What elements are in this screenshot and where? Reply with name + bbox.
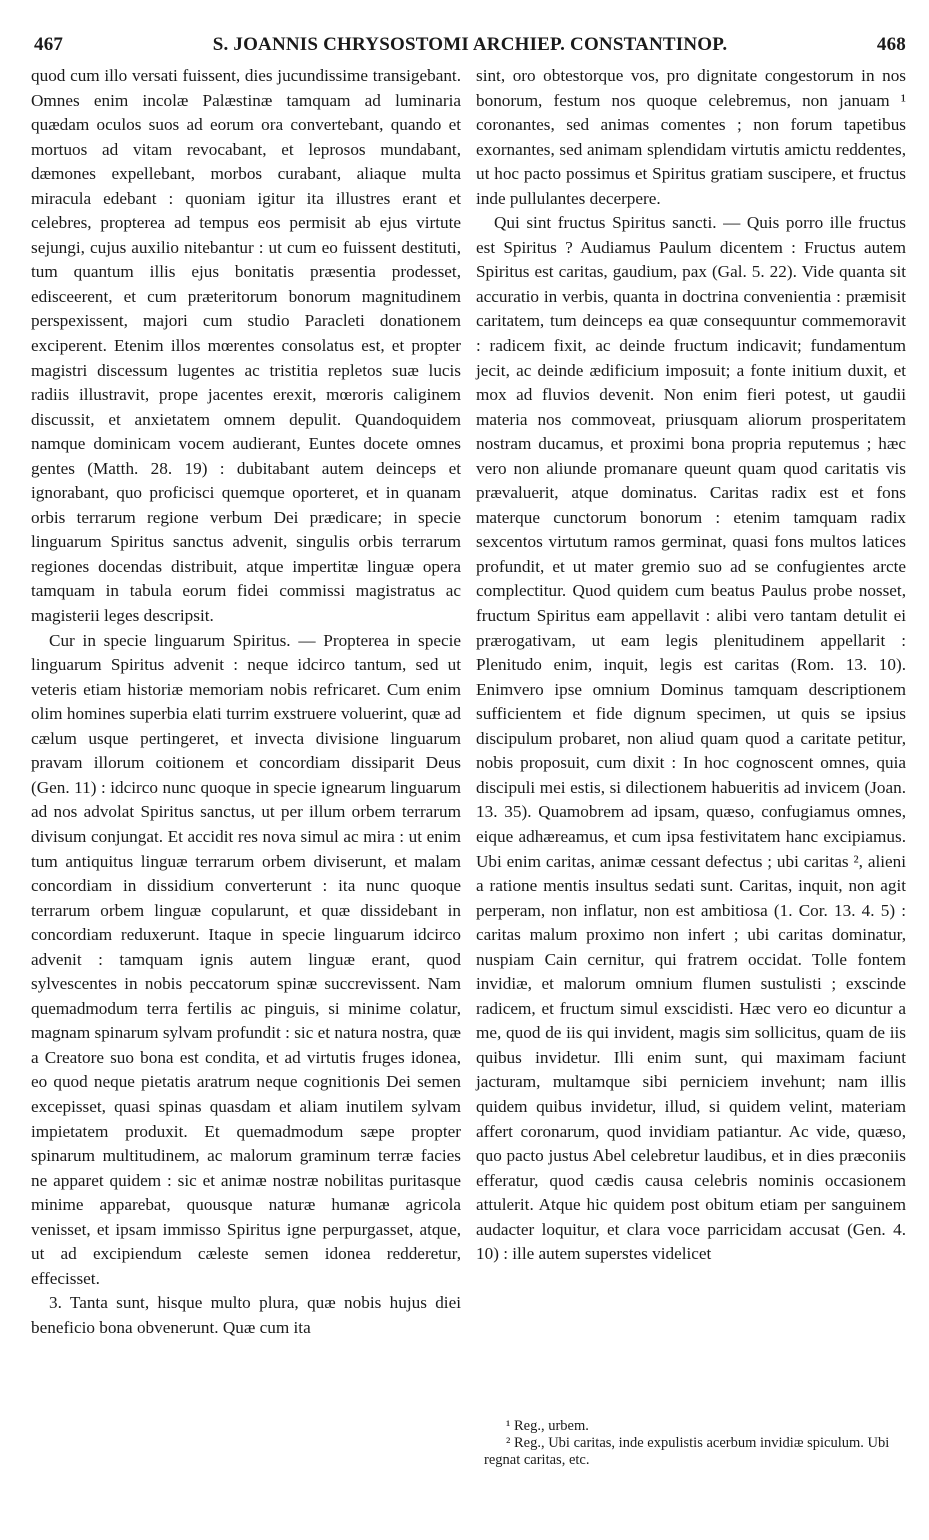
page-number-left: 467 (34, 34, 64, 55)
footnote-1: ¹ Reg., urbem. (506, 1418, 589, 1434)
right-column (476, 64, 906, 1267)
left-paragraph-3: 3. Tanta sunt, hisque multo plura, quæ nobis hujus diei beneficio bona obvenerunt. Quæ cum ita (31, 1293, 461, 1337)
page-number-right: 468 (876, 34, 906, 55)
left-paragraph-1: quod cum illo versati fuissent, dies jucundissime transigebant. Omnes enim incolæ Palæstinæ tamquam ad luminaria quædam oculos suos ad eorum ora convertebant, quando et mortuos ad vitam revocabant, et leprosos mundabant, dæmones expellebant, morbos curabant, aliaque multa miracula edebant : quoniam igitur ita illustres erant et celebres, propterea ad tempus eos permisit ab ejus virtute sejungi, cujus auxilio nitebantur : ut cum eo fuissent destituti, tum quantum illis ejus bonitatis præsentia prodesset, edisceerent, et cum præteritorum bonorum magnitudinem perspexissent, majori cum studio Paracleti donationem exciperent. Etenim illos mœrentes consolatus est, et propter magistri discessum lugentes ac tristitia repletos suæ lucis radiis illustravit, prope jacentes erexit, mœroris caliginem discussit, et anxietatem omnem depulit. Quandoquidem namque dominicam vocem audierant, Euntes docete omnes gentes (Matth. 28. 19) : dubitabant autem deinceps et ignorabant, quo proficisci quemque oporteret, et in quanam orbis terrarum regione verbum Dei prædicare; in specie linguarum Spiritus sanctus advenit, singulis orbis terrarum regiones docendas distribuit, atque impertitæ linguæ opera tamquam in tabula eorum fidei commissi magistratus ac magisterii leges descripsit. (31, 66, 461, 626)
running-header (34, 34, 906, 58)
left-column (31, 64, 461, 1340)
right-paragraph-1: sint, oro obtestorque vos, pro dignitate congestorum in nos bonorum, festum nos quoque celebremus, non januam ¹ coronantes, sed animas comentes ; non forum tapetibus exornantes, sed animam splendidam virtutis amictu reddentes, ut hoc pacto possimus et Spiritus gratiam suscipere, et fructus inde pullulantes decerpere. (476, 66, 906, 208)
left-paragraph-2: Cur in specie linguarum Spiritus. — Propterea in specie linguarum Spiritus advenit : neque idcirco tantum, sed ut veteris etiam historiæ memoriam nobis refricaret. Cum enim olim homines superbia elati turrim exstruere voluerint, quæ ad cælum usque pertingeret, et invecta divisione linguarum pravam illorum coitionem et concordiam dissiparit Deus (Gen. 11) : idcirco nunc quoque in specie ignearum linguarum ad nos advolat Spiritus sanctus, ut per illum orbem terrarum divisum conjungat. Et accidit res nova simul ac mira : ut enim tum antiquitus linguæ terrarum orbem diviserunt, et malam concordiam in dissidium converterunt : ita nunc quoque terrarum orbem linguæ copularunt, et quæ dissidebant in concordiam reduxerunt. Itaque in specie linguarum idcirco advenit : tamquam ignis autem linguæ erant, quod sylvescentes in nobis peccatorum spinæ succrevissent. Nam quemadmodum terra fertilis ac pinguis, si minime colatur, magnam spinarum sylvam profundit : sic et natura nostra, quæ a Creatore suo bona est condita, et ad virtutis fruges idonea, eo quod neque pietatis aratrum neque cognitionis Dei semen excepisset, quasi spinas quasdam et aliam inutilem sylvam impietatem produxit. Et quemadmodum sæpe propter spinarum multitudinem, ac malorum graminum terræ facies ne apparet quidem : sic et animæ nostræ nobilitas puritasque minime apparebat, quousque naturæ humanæ agricola venisset, et ipsam immisso Spiritus igne perpurgasset, atque, ut ad excipiendum cæleste semen idonea redderetur, effecisset. (31, 630, 461, 1288)
footnote-2: ² Reg., Ubi caritas, inde expulistis acerbum invidiæ spiculum. Ubi regnat caritas, etc. (484, 1435, 890, 1468)
running-title: S. JOANNIS CHRYSOSTOMI ARCHIEP. CONSTANTINOP. (212, 34, 728, 55)
footnotes (484, 1418, 904, 1469)
right-paragraph-2: Qui sint fructus Spiritus sancti. — Quis porro ille fructus est Spiritus ? Audiamus Paulum dicentem : Fructus autem Spiritus est caritas, gaudium, pax (Gal. 5. 22). Vide quanta sit accuratio in verbis, quanta in doctrina convenientia : præmisit caritatem, tum deinceps ea quæ consequuntur commemoravit : radicem fixit, ac deinde fructum indicavit; fundamentum jecit, ac deinde ædificium imposuit; a fonte initium duxit, et mox ad fluvios devenit. Non enim fieri potest, ut gaudii materia nos commoveat, priusquam aliorum prosperitatem nostram ducamus, et proximi bona propria reputemus ; hæc vero non aliunde promanare queunt quam quod caritatis vis prævaluerit, atque dominatus. Caritas radix est et fons materque cunctorum bonorum : etenim tamquam radix sexcentos virtutum ramos germinat, quasi fons multos latices profundit, et ut mater gremio suo ad se confugientes arcte complectitur. Quod quidem cum beatus Paulus probe nosset, fructum Spiritus eam appellavit : alibi vero tantam detulit ei prærogativam, ut eam legis plenitudinem appellarit : Plenitudo enim, inquit, legis est caritas (Rom. 13. 10). Enimvero ipse omnium Dominus tamquam descriptionem sufficientem et fide dignum specimen, ut quis se ipsius discipulum probaret, non aliud quam quod a caritate petitur, nobis proposuit, cum dixit : In hoc cognoscent omnes, quia discipuli mei estis, si dilectionem habueritis ad invicem (Joan. 13. 35). Quamobrem ad ipsam, quæso, confugiamus omnes, eique adhæreamus, et cum ipsa festivitatem hanc excipiamus. Ubi enim caritas, animæ cessant defectus ; ubi caritas ², alieni a ratione mentis insultus sedati sunt. Caritas, inquit, non agit perperam, non inflatur, non est ambitiosa (1. Cor. 13. 4. 5) : caritas malum proximo non infert ; ubi caritas dominatur, nuspiam Cain cernitur, qui fratrem occidat. Tolle fontem invidiæ, et malorum omnium flumen sustulisti ; exscinde radicem, et fructum simul exscidisti. Hæc vero eo dicuntur a me, quod de iis qui invident, magis sim sollicitus, quam de iis quibus invidetur. Illi enim sunt, qui maximam faciunt jacturam, multamque sibi perniciem invehunt; nam illis quidem quibus invidetur, illud, si quidem velint, materiam affert coronarum, quod invidiam patiantur. Ac vide, quæso, quo pacto justus Abel celebretur laudibus, et in dies præconiis efferatur, quod cædis causa celebris nominis occasionem attulerit. Atque hic quidem post obitum etiam per sanguinem audacter loquitur, et clara voce parricidam accusat (Gen. 4. 10) : ille autem superstes videlicet (476, 213, 906, 1264)
